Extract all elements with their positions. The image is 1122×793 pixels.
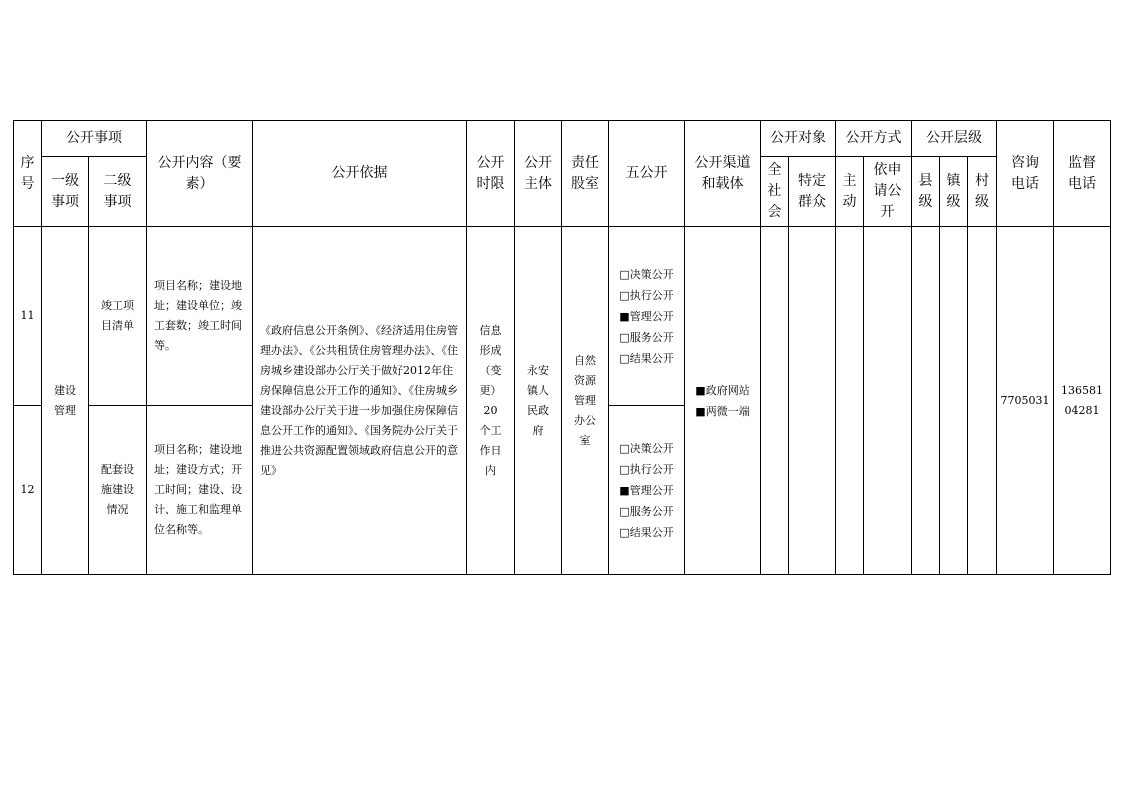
- five-open-item: □结果公开: [619, 351, 674, 365]
- five-open-item: □决策公开: [619, 267, 674, 281]
- time-limit-cell: 信息形成（变更）20个工作日内: [467, 227, 515, 575]
- header-channel: 公开渠道和载体: [685, 121, 761, 227]
- row-seq: 11: [14, 227, 42, 406]
- level1-cell: 建设管理: [42, 227, 89, 575]
- level-town-cell: [940, 227, 968, 575]
- disclosure-table: [13, 120, 1111, 575]
- header-method: 公开方式: [836, 121, 912, 157]
- five-open-cell: [609, 227, 685, 406]
- header-dept: 责任股室: [562, 121, 609, 227]
- five-open-item: ■管理公开: [619, 483, 674, 497]
- header-level1: 一级事项: [42, 157, 89, 227]
- five-open-item: ■管理公开: [619, 309, 674, 323]
- header-five-open: 五公开: [609, 121, 685, 227]
- header-time-limit: 公开时限: [467, 121, 515, 227]
- five-open-item: □结果公开: [619, 525, 674, 539]
- header-level-county: 县级: [912, 157, 940, 227]
- row-seq: 12: [14, 406, 42, 575]
- header-target-special: 特定群众: [789, 157, 836, 227]
- level2-cell: 配套设施建设情况: [89, 406, 147, 575]
- header-supervise-phone: 监督电话: [1054, 121, 1111, 227]
- header-method-request: 依申请公开: [864, 157, 912, 227]
- header-level: 公开层级: [912, 121, 997, 157]
- content-cell: 项目名称；建设地址；建设方式；开工时间；建设、设计、施工和监理单位名称等。: [147, 406, 253, 575]
- dept-cell: 自然资源管理办公室: [562, 227, 609, 575]
- basis-cell: 《政府信息公开条例》、《经济适用住房管理办法》、《公共租赁住房管理办法》、《住房城乡建设部办公厅关于做好2012年住房保障信息公开工作的通知》、《住房城乡建设部办公厅关于进一步加强住房保障信息公开工作的通知》、《国务院办公厅关于推进公共资源配置领域政府信息公开的意见》: [253, 227, 467, 575]
- channel-item: ■两微一端: [695, 404, 750, 418]
- header-matter: 公开事项: [42, 121, 147, 157]
- method-active-cell: [836, 227, 864, 575]
- header-level-village: 村级: [968, 157, 997, 227]
- header-subject: 公开主体: [515, 121, 562, 227]
- five-open-item: □服务公开: [619, 504, 674, 518]
- channel-item: ■政府网站: [695, 383, 750, 397]
- target-special-cell: [789, 227, 836, 575]
- level-village-cell: [968, 227, 997, 575]
- five-open-cell: [609, 406, 685, 575]
- consult-phone-cell: 7705031: [997, 227, 1054, 575]
- header-target: 公开对象: [761, 121, 836, 157]
- content-cell: 项目名称；建设地址；建设单位；竣工套数；竣工时间等。: [147, 227, 253, 406]
- header-target-all: 全社会: [761, 157, 789, 227]
- five-open-item: □执行公开: [619, 462, 674, 476]
- header-method-active: 主动: [836, 157, 864, 227]
- target-all-cell: [761, 227, 789, 575]
- subject-cell: 永安镇人民政府: [515, 227, 562, 575]
- five-open-item: □执行公开: [619, 288, 674, 302]
- five-open-item: □服务公开: [619, 330, 674, 344]
- header-level-town: 镇级: [940, 157, 968, 227]
- level2-cell: 竣工项目清单: [89, 227, 147, 406]
- table-row: [14, 227, 1111, 406]
- header-seq: 序号: [14, 121, 42, 227]
- supervise-phone-cell: 13658104281: [1054, 227, 1111, 575]
- header-content: 公开内容（要素）: [147, 121, 253, 227]
- five-open-item: □决策公开: [619, 441, 674, 455]
- method-request-cell: [864, 227, 912, 575]
- header-basis: 公开依据: [253, 121, 467, 227]
- channel-cell: [685, 227, 761, 575]
- header-level2: 二级事项: [89, 157, 147, 227]
- header-consult-phone: 咨询电话: [997, 121, 1054, 227]
- level-county-cell: [912, 227, 940, 575]
